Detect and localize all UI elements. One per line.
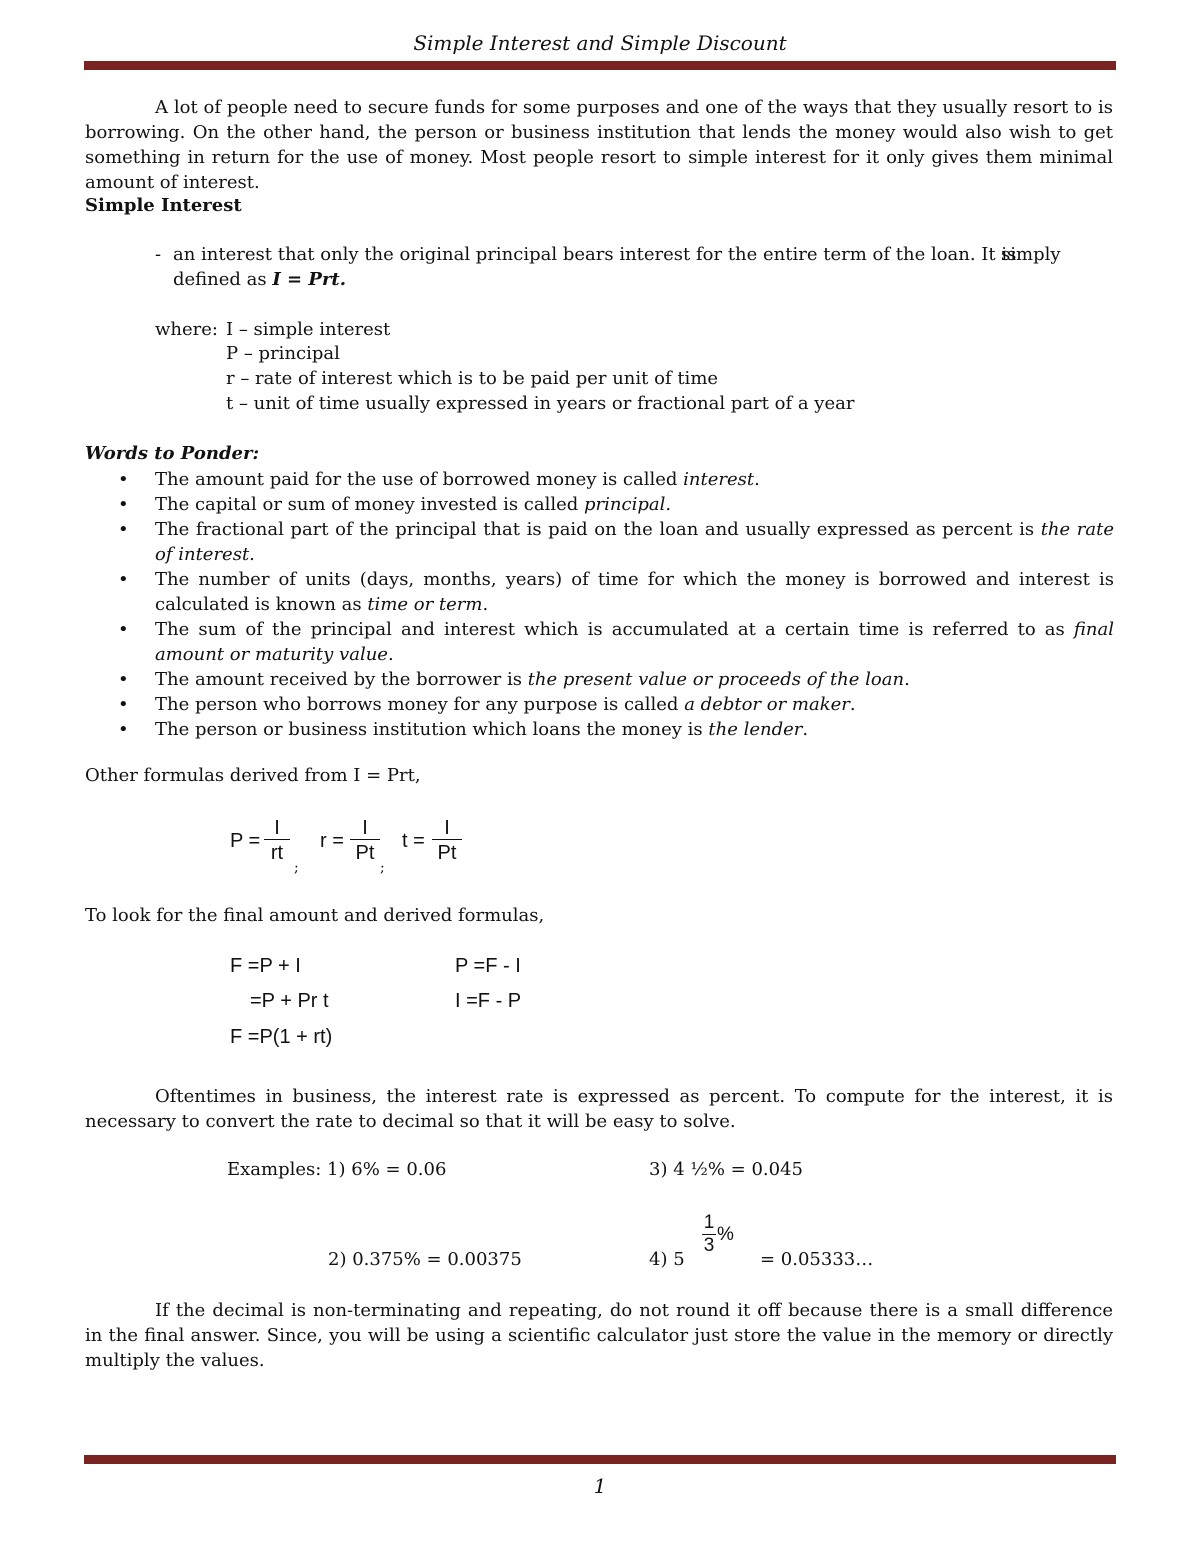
definition-formula: I = Prt. xyxy=(272,269,347,290)
footer-rule xyxy=(84,1455,1116,1464)
conversion-paragraph: Oftentimes in business, the interest rate is expressed as percent. To compute for the interest, it is necessary to convert the rate to decimal so that it will be easy to solve. xyxy=(85,1086,1113,1132)
example-4-denominator: 3 xyxy=(703,1235,715,1256)
formula-f3: F =P(1 + rt) xyxy=(230,1026,333,1048)
list-item: • The fractional part of the principal that is paid on the loan and usually expressed as percent is the rate of interest. xyxy=(118,519,1114,565)
intro-paragraph: A lot of people need to secure funds for some purposes and one of the ways that they usually resort to is borrowing. On the other hand, the person or business institution that lends the money would also wish to get something in return for the use of money. Most people resort to simple interest for it only gives them minimal amount of interest. xyxy=(85,97,1113,193)
definition-line-2 xyxy=(173,269,346,290)
formula-t-fraction xyxy=(432,817,462,866)
example-3: 3) 4 ½% = 0.045 xyxy=(649,1159,803,1180)
formula-r-numerator: I xyxy=(362,817,368,839)
list-item: • The number of units (days, months, years) of time for which the money is borrowed and interest is calculated is known as time or term. xyxy=(118,569,1114,615)
formula-t-numerator: I xyxy=(444,817,450,839)
header-rule xyxy=(84,61,1116,70)
definition-dash: - xyxy=(155,244,162,265)
formula-r-lhs: r = xyxy=(320,830,344,852)
where-item-t: t – unit of time usually expressed in years or fractional part of a year xyxy=(226,393,855,414)
formula-f1: F =P + I xyxy=(230,955,301,977)
formula-t-lhs: t = xyxy=(402,830,425,852)
example-4-fraction xyxy=(702,1212,716,1257)
list-item: • The person or business institution which loans the money is the lender. xyxy=(118,719,809,740)
where-label: where: xyxy=(155,319,218,340)
other-formulas-label: Other formulas derived from I = Prt, xyxy=(85,765,421,786)
formula-r-fraction xyxy=(350,817,380,866)
example-4-prefix: 4) 5 xyxy=(649,1249,685,1270)
simple-interest-heading: Simple Interest xyxy=(85,195,242,216)
formula-p-numerator: I xyxy=(274,817,280,839)
final-amount-label: To look for the final amount and derived formulas, xyxy=(85,905,545,926)
formula-p-denominator: rt xyxy=(270,842,284,864)
example-1: Examples: 1) 6% = 0.06 xyxy=(227,1159,447,1180)
where-item-i: I – simple interest xyxy=(226,319,391,340)
list-item: • The amount paid for the use of borrowed money is called interest. xyxy=(118,469,760,490)
example-4-numerator: 1 xyxy=(703,1212,715,1233)
page-header-title: Simple Interest and Simple Discount xyxy=(413,31,787,55)
formula-r-denominator: Pt xyxy=(355,842,375,864)
example-4-percent: % xyxy=(717,1224,734,1245)
list-item: • The capital or sum of money invested is called principal. xyxy=(118,494,672,515)
list-item: • The sum of the principal and interest which is accumulated at a certain time is referred to as final amount or maturity value. xyxy=(118,619,1114,665)
formula-f2: =P + Pr t xyxy=(250,990,329,1012)
formula-p-lhs: P = xyxy=(230,830,261,852)
list-item: • The amount received by the borrower is the present value or proceeds of the loan. xyxy=(118,669,910,690)
definition-line-1-end: simply xyxy=(1001,244,1061,265)
separator: ; xyxy=(380,860,385,876)
definition-line-2-text: defined as xyxy=(173,269,267,290)
example-2: 2) 0.375% = 0.00375 xyxy=(328,1249,522,1270)
definition-line-1: an interest that only the original principal bears interest for the entire term of the loan. It is xyxy=(173,244,1017,265)
page-number: 1 xyxy=(593,1474,607,1498)
formula-p1: P =F - I xyxy=(455,955,521,977)
words-to-ponder-list xyxy=(118,467,1114,742)
words-to-ponder-heading: Words to Ponder: xyxy=(85,443,260,464)
closing-paragraph: If the decimal is non-terminating and repeating, do not round it off because there is a small difference in the final answer. Since, you will be using a scientific calculator just store the value in the memory or directly multiply the values. xyxy=(85,1300,1113,1371)
formula-p-fraction xyxy=(264,817,290,866)
formula-t-denominator: Pt xyxy=(437,842,457,864)
example-4-result: = 0.05333… xyxy=(760,1249,874,1270)
where-item-r: r – rate of interest which is to be paid per unit of time xyxy=(226,368,719,389)
where-item-p: P – principal xyxy=(226,343,340,364)
formula-i1: I =F - P xyxy=(455,990,522,1012)
list-item: • The person who borrows money for any purpose is called a debtor or maker. xyxy=(118,694,856,715)
separator: ; xyxy=(294,860,299,876)
